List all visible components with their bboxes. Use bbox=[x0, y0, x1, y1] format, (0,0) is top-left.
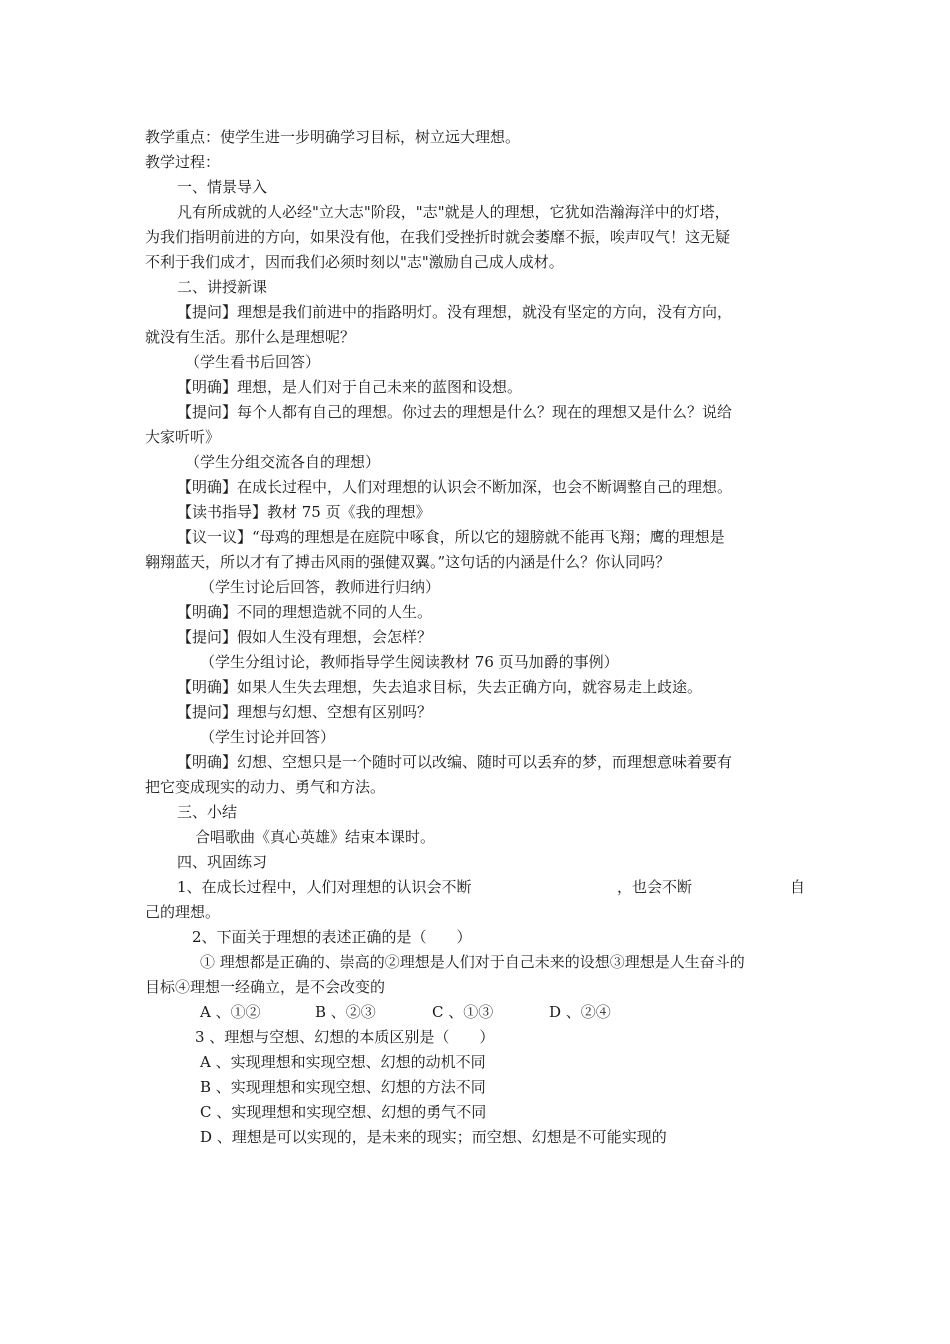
question-2-text: 目标④理想一经确立，是不会改变的 bbox=[145, 978, 386, 996]
section-3-heading: 三、小结 bbox=[177, 803, 238, 821]
paragraph-line: 【提问】理想与幻想、空想有区别吗？ bbox=[177, 703, 433, 721]
paragraph-line: 【提问】理想是我们前进中的指路明灯。没有理想，就没有坚定的方向，没有方向， bbox=[177, 303, 733, 321]
question-2-text: ① 理想都是正确的、崇高的②理想是人们对于自己未来的设想③理想是人生奋斗的 bbox=[200, 953, 745, 971]
section-1-heading: 一、情景导入 bbox=[177, 178, 268, 196]
question-1-part-a: 1、在成长过程中，人们对理想的认识会不断 bbox=[177, 878, 472, 896]
option-d: D 、②④ bbox=[549, 1003, 611, 1021]
paragraph-line: （学生分组交流各自的理想） bbox=[185, 453, 381, 471]
paragraph-line: 不利于我们成才，因而我们必须时刻以"志"激励自己成人成材。 bbox=[145, 253, 564, 271]
paragraph-line: 【议一议】“母鸡的理想是在庭院中啄食，所以它的翅膀就不能再飞翔；鹰的理想是 bbox=[177, 528, 725, 546]
paragraph-line: （学生讨论并回答） bbox=[200, 728, 336, 746]
paragraph-line: 【读书指导】教材 75 页《我的理想》 bbox=[177, 503, 431, 521]
question-3-option-c: C 、实现理想和实现空想、幻想的勇气不同 bbox=[200, 1103, 487, 1121]
paragraph-line: （学生讨论后回答，教师进行归纳） bbox=[200, 578, 441, 596]
paragraph-line: 【明确】理想，是人们对于自己未来的蓝图和设想。 bbox=[177, 378, 523, 396]
paragraph-line: 【明确】在成长过程中，人们对理想的认识会不断加深，也会不断调整自己的理想。 bbox=[177, 478, 733, 496]
paragraph-line: 大家听听》 bbox=[145, 428, 221, 446]
paragraph-line: 【提问】每个人都有自己的理想。你过去的理想是什么？现在的理想又是什么？说给 bbox=[177, 403, 733, 421]
paragraph-line: 【明确】如果人生失去理想，失去追求目标，失去正确方向，就容易走上歧途。 bbox=[177, 678, 703, 696]
section-4-heading: 四、巩固练习 bbox=[177, 853, 268, 871]
question-2-options bbox=[200, 1002, 611, 1022]
teaching-focus: 教学重点：使学生进一步明确学习目标，树立远大理想。 bbox=[145, 128, 521, 146]
paragraph-line: 【明确】幻想、空想只是一个随时可以改编、随时可以丢弃的梦，而理想意味着要有 bbox=[177, 753, 733, 771]
question-3-option-a: A 、实现理想和实现空想、幻想的动机不同 bbox=[200, 1053, 486, 1071]
paragraph-line: 把它变成现实的动力、勇气和方法。 bbox=[145, 778, 386, 796]
question-1-line-2: 己的理想。 bbox=[145, 903, 221, 921]
question-1-part-b: ，也会不断 bbox=[617, 878, 693, 896]
question-1-line bbox=[177, 877, 805, 897]
question-1-part-c: 自 bbox=[790, 878, 806, 896]
section-2-heading: 二、讲授新课 bbox=[177, 278, 268, 296]
teaching-process-heading: 教学过程： bbox=[145, 153, 221, 171]
option-a: A 、①② bbox=[200, 1003, 261, 1021]
paragraph-line: 【提问】假如人生没有理想，会怎样？ bbox=[177, 628, 433, 646]
paragraph-line: （学生看书后回答） bbox=[185, 353, 321, 371]
paragraph-line: 就没有生活。那什么是理想呢？ bbox=[145, 328, 356, 346]
question-3-option-b: B 、实现理想和实现空想、幻想的方法不同 bbox=[200, 1078, 486, 1096]
question-3-stem: 3 、理想与空想、幻想的本质区别是（ ） bbox=[195, 1028, 495, 1046]
paragraph-line: （学生分组讨论，教师指导学生阅读教材 76 页马加爵的事例） bbox=[200, 653, 619, 671]
paragraph-line: 翱翔蓝天，所以才有了搏击风雨的强健双翼。”这句话的内涵是什么？你认同吗？ bbox=[145, 553, 671, 571]
option-b: B 、②③ bbox=[315, 1003, 376, 1021]
paragraph-line: 凡有所成就的人必经"立大志"阶段，"志"就是人的理想，它犹如浩瀚海洋中的灯塔， bbox=[177, 203, 730, 221]
question-3-option-d: D 、理想是可以实现的，是未来的现实；而空想、幻想是不可能实现的 bbox=[200, 1128, 667, 1146]
option-c: C 、①③ bbox=[432, 1003, 494, 1021]
paragraph-line: 【明确】不同的理想造就不同的人生。 bbox=[177, 603, 433, 621]
question-2-stem: 2、下面关于理想的表述正确的是（ ） bbox=[192, 928, 472, 946]
paragraph-line: 合唱歌曲《真心英雄》结束本课时。 bbox=[195, 828, 436, 846]
paragraph-line: 为我们指明前进的方向，如果没有他，在我们受挫折时就会萎靡不振，唉声叹气！这无疑 bbox=[145, 228, 731, 246]
